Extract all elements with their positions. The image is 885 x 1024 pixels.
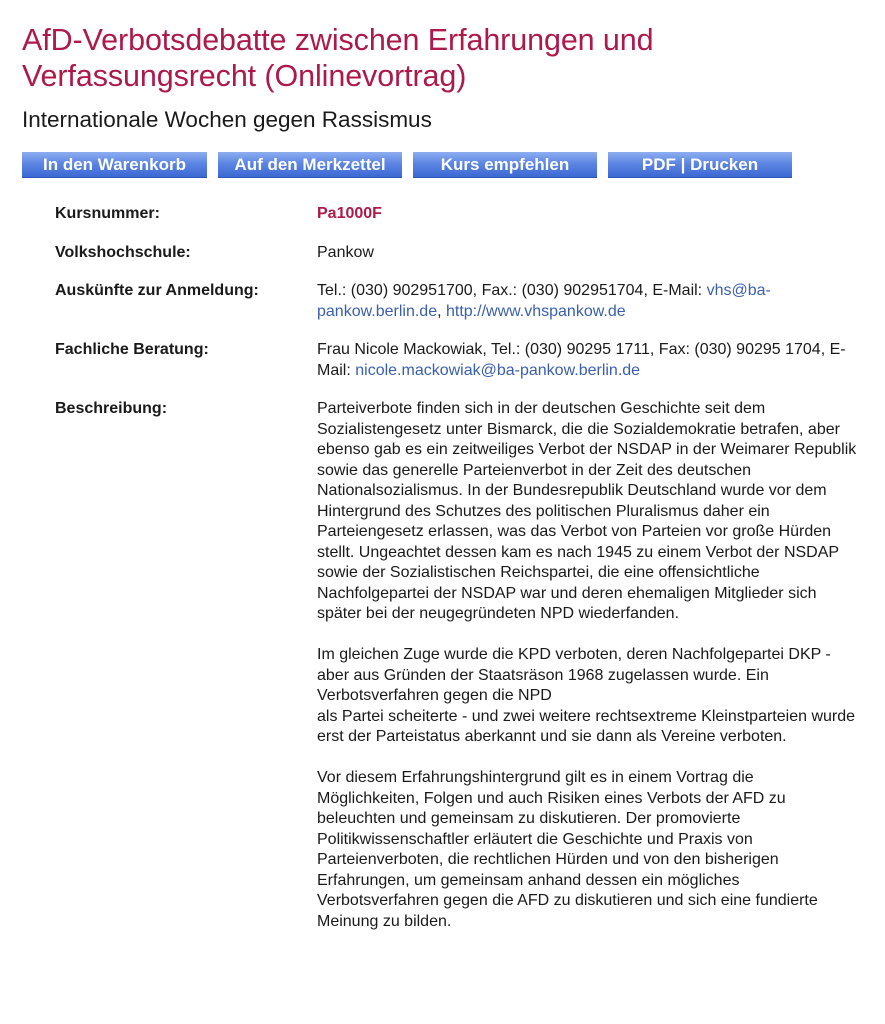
- description-label: Beschreibung:: [55, 400, 168, 417]
- registration-email-link[interactable]: vhs@ba-pankow.berlin.de: [317, 282, 771, 320]
- pdf-print-button[interactable]: PDF | Drucken: [608, 152, 792, 177]
- school-website-link[interactable]: http://www.vhspankow.de: [445, 302, 626, 320]
- registration-separator: ,: [437, 302, 446, 320]
- recommend-course-button[interactable]: Kurs empfehlen: [413, 152, 597, 177]
- description-value: [317, 399, 857, 932]
- action-toolbar: [22, 152, 792, 177]
- school-label: Volkshochschule:: [55, 243, 191, 261]
- description-paragraph: Parteiverbote finden sich in der deutschen Geschichte seit dem Sozialistengesetz unter Bismarck, die die Sozialdemokratie betrafen, aber ebenso gab es ein zeitweiliges Verbot der NSDAP in der Weimarer Republik sowie das generelle Parteienverbot in der Zeit des deutschen Nationalsozialismus. In der Bundesrepublik Deutschland wurde vor dem Hintergrund des Schutzes des politischen Pluralismus daher ein Parteiengesetz erlassen, was das Verbot von Parteien vor große Hürden stellt. Ungeachtet dessen kam es nach 1945 zu einem Verbot der NSDAP sowie der Sozialistischen Reichspartei, die eine offensichtliche Nachfolgepartei der NSDAP war und deren ehemaligen Mitglieder sich später bei der neugegründeten NPD wiederfanden.: [317, 400, 857, 622]
- course-number-label: Kursnummer:: [55, 205, 160, 222]
- detail-row-school: [55, 243, 865, 264]
- consulting-value: [317, 340, 857, 381]
- consulting-label: Fachliche Beratung:: [55, 341, 209, 358]
- detail-row-course-number: [55, 204, 865, 225]
- detail-row-description: [55, 399, 865, 932]
- detail-row-consulting: [55, 340, 865, 381]
- add-to-cart-button[interactable]: In den Warenkorb: [22, 152, 207, 177]
- description-paragraph: Im gleichen Zuge wurde die KPD verboten, deren Nachfolgepartei DKP - aber aus Gründen der Staatsräson 1968 zugelassen wurde. Ein Verbotsverfahren gegen die NPD als Partei scheiterte - und zwei weitere rechtsextreme Kleinstparteien wurde erst der Parteistatus aberkannt und sie dann als Vereine verboten.: [317, 646, 856, 745]
- consulting-email-link[interactable]: nicole.mackowiak@ba-pankow.berlin.de: [355, 361, 641, 379]
- registration-contact-text: Tel.: (030) 902951700, Fax.: (030) 902951704, E-Mail:: [317, 282, 707, 299]
- page-subtitle: Internationale Wochen gegen Rassismus: [22, 107, 432, 132]
- school-value: Pankow: [317, 243, 374, 261]
- course-number-value: Pa1000F: [317, 205, 382, 222]
- course-details: [55, 204, 865, 950]
- page-title: AfD-Verbotsdebatte zwischen Erfahrungen und Verfassungsrecht (Onlinevortrag): [22, 23, 654, 93]
- add-to-watchlist-button[interactable]: Auf den Merkzettel: [218, 152, 402, 177]
- consulting-contact-text: Frau Nicole Mackowiak, Tel.: (030) 90295 1711, Fax: (030) 90295 1704, E-Mail:: [317, 341, 846, 379]
- description-paragraph: Vor diesem Erfahrungshintergrund gilt es in einem Vortrag die Möglichkeiten, Folgen und auch Risiken eines Verbots der AFD zu beleuchten und gemeinsam zu diskutieren. Der promovierte Politikwissenschaftler erläutert die Geschichte und Praxis von Parteienverboten, die rechtlichen Hürden und von den bisherigen Erfahrungen, um gemeinsam anhand dessen ein mögliches Verbotsverfahren gegen die AFD zu diskutieren und sich eine fundierte Meinung zu bilden.: [317, 769, 818, 930]
- registration-info-value: [317, 281, 857, 322]
- detail-row-registration-info: [55, 281, 865, 322]
- registration-info-label: Auskünfte zur Anmeldung:: [55, 282, 259, 299]
